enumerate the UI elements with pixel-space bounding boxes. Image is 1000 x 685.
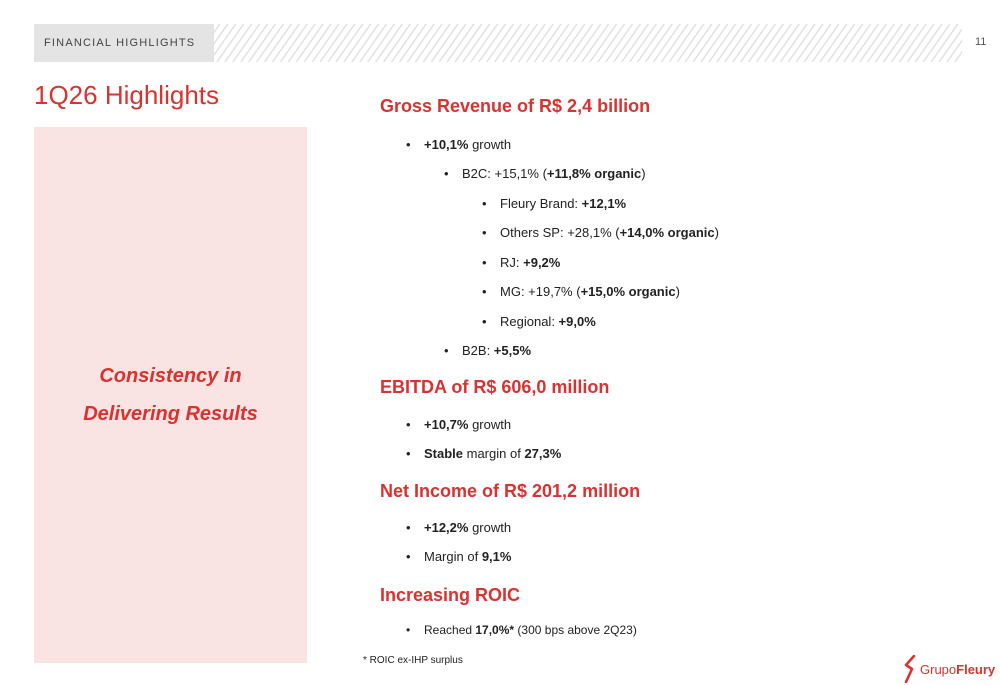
gross-revenue-growth: • +10,1% growth [406,137,512,152]
roic-title: Increasing ROIC [380,585,521,605]
section-header-label: FINANCIAL HIGHLIGHTS [44,37,196,49]
fleury-brand-growth: • Fleury Brand: +12,1% [482,196,627,211]
section-header [34,24,214,62]
ebitda-title: EBITDA of R$ 606,0 million [380,377,610,397]
header-stripes-decoration [214,24,962,62]
rj-growth: • RJ: +9,2% [482,255,561,270]
net-income-growth: • +12,2% growth [406,520,512,535]
tagline [83,357,258,433]
net-income-margin: • Margin of 9,1% [406,549,512,564]
mg-growth: • MG: +19,7% (+15,0% organic) [482,284,680,299]
others-sp-growth: • Others SP: +28,1% (+14,0% organic) [482,225,719,240]
tagline-line-2: Delivering Results [83,403,258,425]
fleury-logo-icon [903,655,917,683]
regional-growth: • Regional: +9,0% [482,314,596,329]
ebitda-margin: • Stable margin of 27,3% [406,446,562,461]
roic-reached: • Reached 17,0%* (300 bps above 2Q23) [406,623,637,637]
b2c-growth: • B2C: +15,1% (+11,8% organic) [444,166,646,181]
page-title: 1Q26 Highlights [34,80,219,110]
page-number: 11 [975,36,987,48]
logo-text: GrupoFleury [920,661,996,677]
grupo-fleury-logo [903,655,995,683]
gross-revenue-title: Gross Revenue of R$ 2,4 billion [380,96,651,116]
ebitda-growth: • +10,7% growth [406,417,512,432]
tagline-line-1: Consistency in [99,365,242,387]
net-income-title: Net Income of R$ 201,2 million [380,481,641,501]
tagline-panel [34,127,307,663]
b2b-growth: • B2B: +5,5% [444,343,532,358]
footnote: * ROIC ex-IHP surplus [363,655,463,666]
